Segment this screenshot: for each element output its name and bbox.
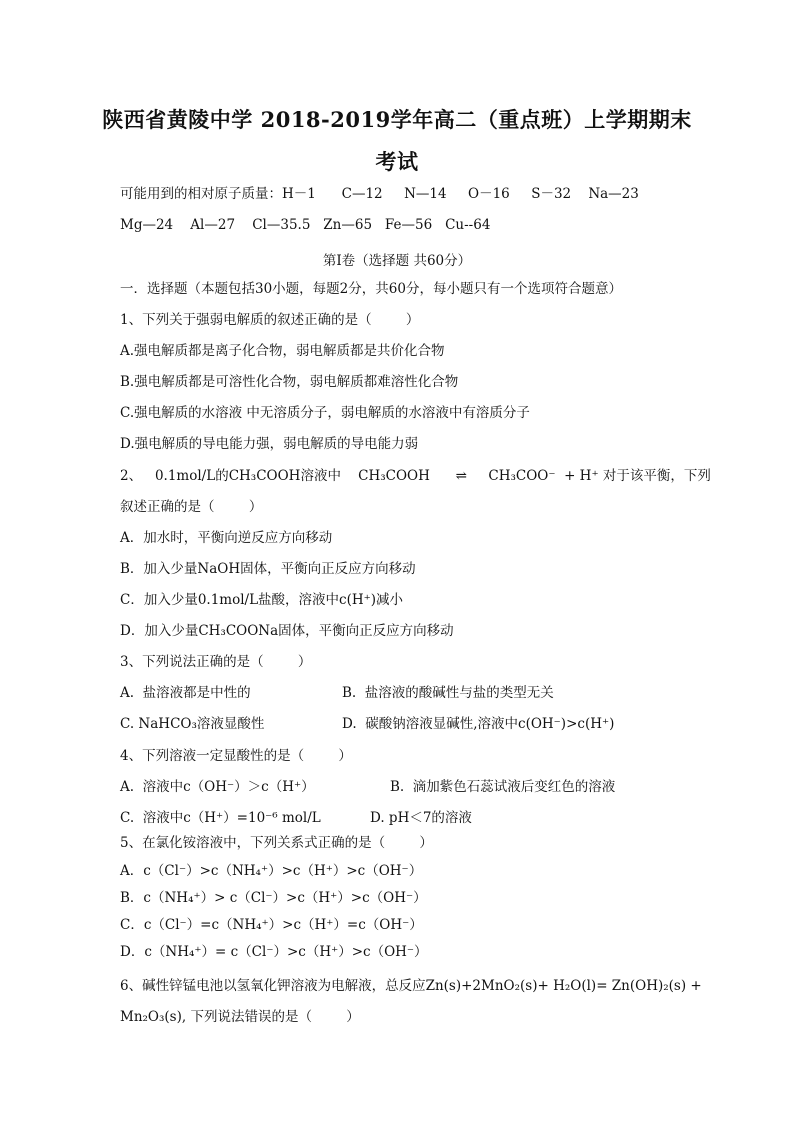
q3-option-a: A. 盐溶液都是中性的 xyxy=(120,685,251,701)
atomic-mass-line1: 可能用到的相对原子质量：H－1 C—12 N—14 O－16 S－32 Na—23 xyxy=(120,186,639,202)
q1-option-d: D.强电解质的导电能力强，弱电解质的导电能力弱 xyxy=(120,436,419,452)
section-intro: 一．选择题（本题包括30小题，每题2分，共60分，每小题只有一个选项符合题意） xyxy=(120,281,622,297)
q1-option-a: A.强电解质都是离子化合物，弱电解质都是共价化合物 xyxy=(120,343,445,359)
q4-option-c: C. 溶液中c（H⁺）=10⁻⁶ mol/L xyxy=(120,810,321,826)
q2-option-d: D．加入少量CH₃COONa固体，平衡向正反应方向移动 xyxy=(120,623,454,639)
q5-option-c: C．c（Cl⁻）=c（NH₄⁺）>c（H⁺）=c（OH⁻） xyxy=(120,917,423,933)
q6-stem-line1: 6、碱性锌锰电池以氢氧化钾溶液为电解液，总反应Zn(s)+2MnO₂(s)+ H₂O(l)= Zn(OH)₂(s) + xyxy=(120,978,702,994)
q3-option-c: C. NaHCO₃溶液显酸性 xyxy=(120,716,265,732)
q1-option-b: B.强电解质都是可溶性化合物，弱电解质都难溶性化合物 xyxy=(120,374,459,390)
atomic-mass-line2: Mg—24 Al—27 Cl—35.5 Zn—65 Fe—56 Cu--64 xyxy=(120,217,491,233)
exam-title-line1: 陕西省黄陵中学 2018-2019学年高二（重点班）上学期期末 xyxy=(102,107,692,132)
q4-option-a: A. 溶液中c（OH⁻）＞c（H⁺） xyxy=(120,779,315,795)
section-title: 第Ⅰ卷（选择题 共60分） xyxy=(322,253,472,269)
q1-option-c: C.强电解质的水溶液 中无溶质分子，弱电解质的水溶液中有溶质分子 xyxy=(120,405,530,421)
q2-stem-line2: 叙述正确的是（ ） xyxy=(120,499,263,515)
q3-option-d: D. 碳酸钠溶液显碱性,溶液中c(OH⁻)>c(H⁺) xyxy=(342,716,615,732)
q6-stem-line2: Mn₂O₃(s), 下列说法错误的是（ ） xyxy=(120,1009,360,1025)
exam-title-line2: 考试 xyxy=(375,149,419,174)
q5-option-b: B．c（NH₄⁺）> c（Cl⁻）>c（H⁺）>c（OH⁻） xyxy=(120,890,427,906)
q2-option-c: C．加入少量0.1mol/L盐酸，溶液中c(H⁺)减小 xyxy=(120,592,404,608)
q4-option-b: B. 滴加紫色石蕊试液后变红色的溶液 xyxy=(390,779,616,795)
q2-stem-line1: 2、 0.1mol/L的CH₃COOH溶液中 CH₃COOH ⇌ CH₃COO⁻ + H⁺ 对于该平衡，下列 xyxy=(120,468,711,484)
q5-option-a: A．c（Cl⁻）>c（NH₄⁺）>c（H⁺）>c（OH⁻） xyxy=(120,863,423,879)
q4-option-d: D. pH＜7的溶液 xyxy=(370,810,472,826)
q1-stem: 1、下列关于强弱电解质的叙述正确的是（ ） xyxy=(120,312,420,328)
q2-option-b: B．加入少量NaOH固体，平衡向正反应方向移动 xyxy=(120,561,416,577)
q5-stem: 5、在氯化铵溶液中，下列关系式正确的是（ ） xyxy=(120,835,433,851)
q3-option-b: B. 盐溶液的酸碱性与盐的类型无关 xyxy=(342,685,554,701)
q3-stem: 3、下列说法正确的是（ ） xyxy=(120,654,312,670)
q5-option-d: D．c（NH₄⁺）= c（Cl⁻）>c（H⁺）>c（OH⁻） xyxy=(120,944,428,960)
q4-stem: 4、下列溶液一定显酸性的是（ ） xyxy=(120,748,352,764)
q2-option-a: A．加水时，平衡向逆反应方向移动 xyxy=(120,530,333,546)
